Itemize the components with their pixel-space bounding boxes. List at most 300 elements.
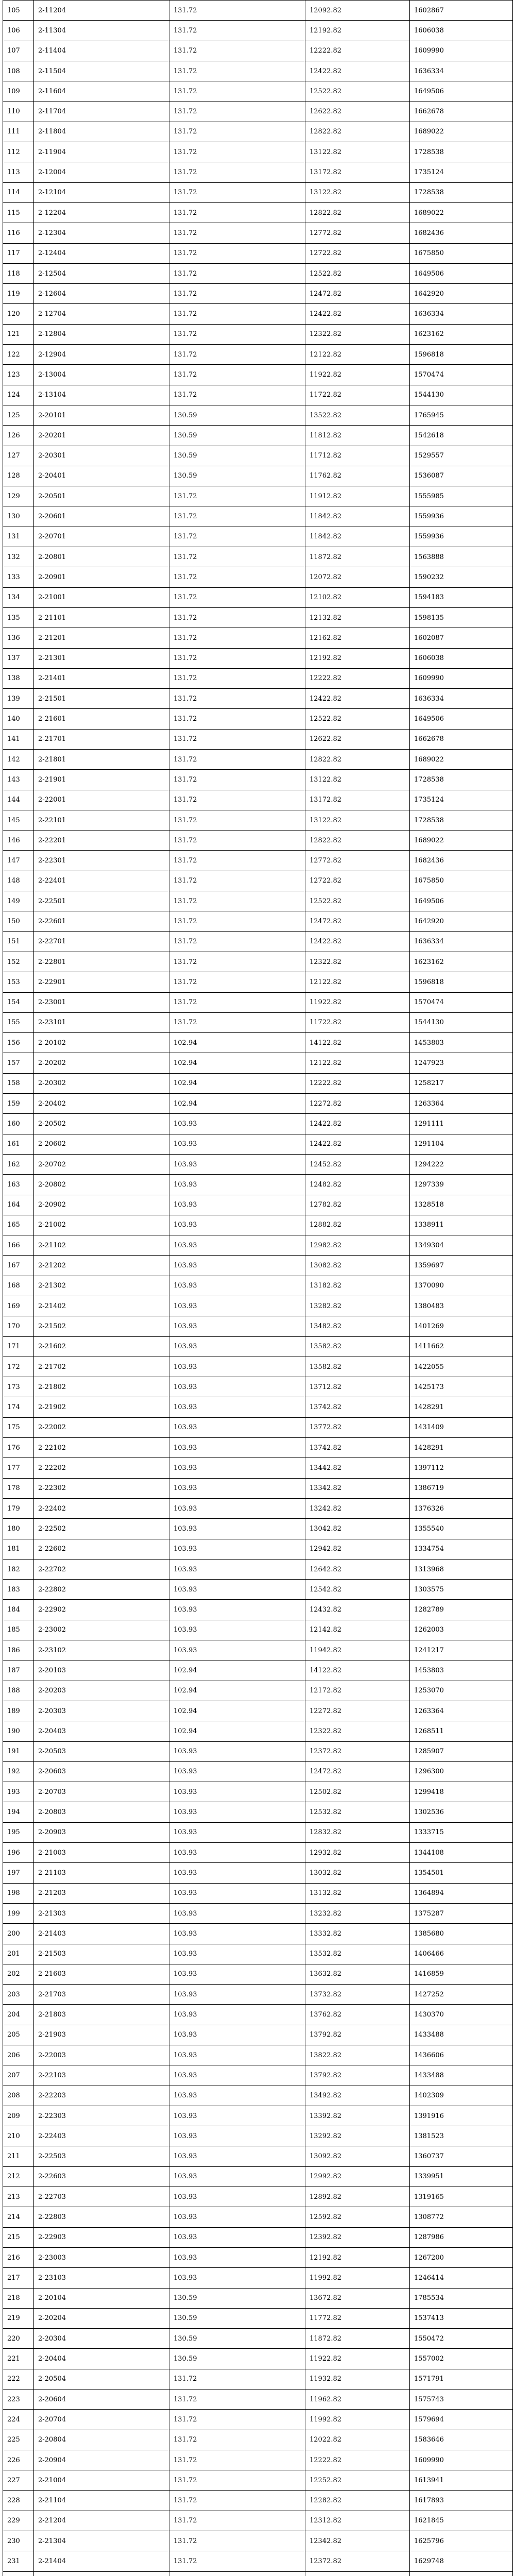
row-number-cell: 188 — [3, 1681, 34, 1701]
table-row — [3, 2551, 513, 2571]
unit-number-cell: 2-20704 — [34, 2410, 169, 2430]
table-row — [3, 2329, 513, 2349]
unit-number-cell: 2-22001 — [34, 790, 169, 810]
area-cell: 131.72 — [169, 2389, 305, 2410]
table-row — [3, 1, 513, 21]
row-number-cell: 229 — [3, 2511, 34, 2531]
unit-number-cell: 2-12704 — [34, 304, 169, 324]
unit-price-cell: 12132.82 — [305, 607, 410, 628]
table-row — [3, 466, 513, 486]
area-cell: 102.94 — [169, 1660, 305, 1681]
area-cell: 131.72 — [169, 243, 305, 263]
unit-price-cell: 13122.82 — [305, 810, 410, 830]
row-number-cell: 227 — [3, 2470, 34, 2490]
area-cell: 103.93 — [169, 1802, 305, 1822]
table-row — [3, 142, 513, 162]
unit-number-cell: 2-20401 — [34, 466, 169, 486]
unit-number-cell: 2-22802 — [34, 1580, 169, 1600]
row-number-cell: 189 — [3, 1701, 34, 1721]
unit-number-cell: 2-21702 — [34, 1357, 169, 1377]
area-cell: 131.72 — [169, 2470, 305, 2490]
unit-price-cell: 13092.82 — [305, 2146, 410, 2166]
unit-number-cell: 2-20103 — [34, 1660, 169, 1681]
table-row — [3, 2410, 513, 2430]
row-number-cell: 146 — [3, 831, 34, 851]
unit-price-cell: 12622.82 — [305, 101, 410, 122]
total-price-cell: 1297339 — [410, 1175, 513, 1195]
total-price-cell: 1570474 — [410, 992, 513, 1012]
area-cell: 102.94 — [169, 1701, 305, 1721]
table-row — [3, 2247, 513, 2267]
area-cell: 131.72 — [169, 81, 305, 101]
table-row — [3, 81, 513, 101]
unit-number-cell: 2-11604 — [34, 81, 169, 101]
unit-price-cell: 13582.82 — [305, 1357, 410, 1377]
table-row — [3, 1094, 513, 1114]
total-price-cell: 1596818 — [410, 972, 513, 992]
unit-price-cell: 11842.82 — [305, 527, 410, 547]
row-number-cell: 169 — [3, 1296, 34, 1316]
row-number-cell: 210 — [3, 2126, 34, 2146]
table-row — [3, 405, 513, 425]
area-cell: 131.72 — [169, 931, 305, 952]
row-number-cell: 176 — [3, 1438, 34, 1458]
area-cell: 131.72 — [169, 790, 305, 810]
area-cell: 131.72 — [169, 182, 305, 202]
total-price-cell: 1282789 — [410, 1600, 513, 1620]
row-number-cell: 107 — [3, 41, 34, 61]
area-cell: 131.72 — [169, 2430, 305, 2450]
unit-number-cell: 2-21903 — [34, 2025, 169, 2045]
area-cell: 103.93 — [169, 2268, 305, 2288]
total-price-cell: 1642920 — [410, 284, 513, 304]
table-row — [3, 2065, 513, 2086]
unit-number-cell: 2-21503 — [34, 1944, 169, 1964]
total-price-cell: 1609990 — [410, 41, 513, 61]
total-price-cell: 1370090 — [410, 1276, 513, 1296]
table-row — [3, 1681, 513, 1701]
total-price-cell: 1267200 — [410, 2247, 513, 2267]
row-number-cell: 167 — [3, 1256, 34, 1276]
table-body — [3, 1, 513, 2576]
table-row — [3, 284, 513, 304]
total-price-cell: 1333715 — [410, 1822, 513, 1842]
unit-number-cell: 2-22103 — [34, 2065, 169, 2086]
total-price-cell: 1542618 — [410, 426, 513, 446]
price-table — [3, 0, 513, 2576]
row-number-cell: 203 — [3, 1985, 34, 2005]
area-cell: 103.93 — [169, 1539, 305, 1559]
unit-number-cell: 2-20303 — [34, 1701, 169, 1721]
total-price-cell: 1649506 — [410, 891, 513, 911]
row-number-cell: 139 — [3, 689, 34, 709]
unit-price-cell: 12102.82 — [305, 587, 410, 607]
unit-price-cell: 11842.82 — [305, 506, 410, 527]
area-cell: 131.72 — [169, 749, 305, 769]
area-cell: 131.72 — [169, 1, 305, 21]
area-cell: 131.72 — [169, 2450, 305, 2470]
total-price-cell: 1689022 — [410, 122, 513, 142]
unit-number-cell: 2-12404 — [34, 243, 169, 263]
row-number-cell: 201 — [3, 1944, 34, 1964]
unit-price-cell: 13232.82 — [305, 1903, 410, 1923]
unit-price-cell: 11712.82 — [305, 446, 410, 466]
area-cell: 131.72 — [169, 972, 305, 992]
row-number-cell: 119 — [3, 284, 34, 304]
row-number-cell: 171 — [3, 1336, 34, 1357]
unit-price-cell: 12642.82 — [305, 1559, 410, 1579]
total-price-cell: 1258217 — [410, 1073, 513, 1093]
unit-number-cell: 2-21603 — [34, 1964, 169, 1984]
table-row — [3, 1033, 513, 1053]
row-number-cell: 216 — [3, 2247, 34, 2267]
unit-price-cell: 11872.82 — [305, 2329, 410, 2349]
unit-number-cell: 2-21201 — [34, 628, 169, 648]
table-row — [3, 770, 513, 790]
unit-number-cell: 2-21803 — [34, 2005, 169, 2025]
area-cell: 131.72 — [169, 911, 305, 931]
total-price-cell: 1602087 — [410, 628, 513, 648]
unit-price-cell: 12522.82 — [305, 263, 410, 283]
unit-number-cell: 2-20803 — [34, 1802, 169, 1822]
unit-price-cell: 13492.82 — [305, 2086, 410, 2106]
area-cell — [169, 2571, 305, 2576]
area-cell: 103.93 — [169, 2025, 305, 2045]
total-price-cell: 1360737 — [410, 2146, 513, 2166]
area-cell: 130.59 — [169, 466, 305, 486]
area-cell: 131.72 — [169, 263, 305, 283]
total-price-cell: 1308772 — [410, 2207, 513, 2227]
unit-number-cell: 2-21501 — [34, 689, 169, 709]
total-price-cell: 1428291 — [410, 1397, 513, 1417]
area-cell: 102.94 — [169, 1053, 305, 1073]
area-cell: 103.93 — [169, 1417, 305, 1437]
area-cell: 131.72 — [169, 21, 305, 41]
unit-price-cell: 11722.82 — [305, 385, 410, 405]
area-cell: 131.72 — [169, 527, 305, 547]
table-row — [3, 1154, 513, 1174]
unit-number-cell: 2-20201 — [34, 426, 169, 446]
area-cell: 130.59 — [169, 446, 305, 466]
table-row — [3, 1478, 513, 1498]
row-number-cell: 166 — [3, 1235, 34, 1256]
unit-price-cell: 12422.82 — [305, 689, 410, 709]
row-number-cell: 156 — [3, 1033, 34, 1053]
unit-price-cell: 11762.82 — [305, 466, 410, 486]
area-cell: 131.72 — [169, 2410, 305, 2430]
unit-price-cell: 12522.82 — [305, 709, 410, 729]
unit-price-cell: 12822.82 — [305, 202, 410, 223]
row-number-cell: 162 — [3, 1154, 34, 1174]
total-price-cell: 1401269 — [410, 1316, 513, 1336]
total-price-cell: 1649506 — [410, 81, 513, 101]
row-number-cell: 114 — [3, 182, 34, 202]
row-number-cell: 105 — [3, 1, 34, 21]
unit-number-cell: 2-20504 — [34, 2369, 169, 2389]
unit-price-cell: 12982.82 — [305, 1235, 410, 1256]
row-number-cell: 123 — [3, 365, 34, 385]
unit-number-cell: 2-20702 — [34, 1154, 169, 1174]
row-number-cell: 178 — [3, 1478, 34, 1498]
unit-price-cell: 11772.82 — [305, 2308, 410, 2328]
total-price-cell: 1579694 — [410, 2410, 513, 2430]
total-price-cell: 1662678 — [410, 101, 513, 122]
unit-price-cell: 12222.82 — [305, 668, 410, 688]
unit-price-cell: 11922.82 — [305, 2349, 410, 2369]
unit-price-cell: 13172.82 — [305, 162, 410, 182]
area-cell: 103.93 — [169, 1519, 305, 1539]
table-row — [3, 2531, 513, 2551]
total-price-cell: 1287986 — [410, 2227, 513, 2247]
table-row — [3, 1883, 513, 1903]
unit-price-cell: 11962.82 — [305, 2389, 410, 2410]
table-row — [3, 1761, 513, 1782]
unit-price-cell: 13172.82 — [305, 790, 410, 810]
row-number-cell: 109 — [3, 81, 34, 101]
unit-number-cell: 2-22203 — [34, 2086, 169, 2106]
unit-price-cell: 12822.82 — [305, 831, 410, 851]
total-price-cell — [410, 2571, 513, 2576]
unit-price-cell: 13712.82 — [305, 1377, 410, 1397]
total-price-cell: 1296300 — [410, 1761, 513, 1782]
unit-price-cell: 12122.82 — [305, 1053, 410, 1073]
unit-number-cell: 2-21301 — [34, 648, 169, 668]
row-number-cell: 127 — [3, 446, 34, 466]
row-number-cell: 179 — [3, 1498, 34, 1518]
unit-number-cell: 2-22101 — [34, 810, 169, 830]
unit-number-cell: 2-20101 — [34, 405, 169, 425]
unit-number-cell: 2-21104 — [34, 2490, 169, 2511]
total-price-cell: 1302536 — [410, 1802, 513, 1822]
total-price-cell: 1334754 — [410, 1539, 513, 1559]
area-cell: 131.72 — [169, 709, 305, 729]
row-number-cell: 144 — [3, 790, 34, 810]
area-cell: 130.59 — [169, 405, 305, 425]
unit-number-cell: 2-12004 — [34, 162, 169, 182]
total-price-cell: 1636334 — [410, 689, 513, 709]
unit-number-cell: 2-21102 — [34, 1235, 169, 1256]
unit-price-cell: 12482.82 — [305, 1175, 410, 1195]
unit-price-cell: 12372.82 — [305, 2551, 410, 2571]
table-row — [3, 1195, 513, 1215]
unit-price-cell: 12942.82 — [305, 1539, 410, 1559]
area-cell: 103.93 — [169, 2227, 305, 2247]
total-price-cell: 1268511 — [410, 1721, 513, 1741]
table-row — [3, 1438, 513, 1458]
unit-price-cell: 13582.82 — [305, 1336, 410, 1357]
unit-price-cell: 13792.82 — [305, 2065, 410, 2086]
row-number-cell: 128 — [3, 466, 34, 486]
row-number-cell: 134 — [3, 587, 34, 607]
table-row — [3, 1215, 513, 1235]
unit-number-cell: 2-20403 — [34, 1721, 169, 1741]
row-number-cell: 164 — [3, 1195, 34, 1215]
table-row — [3, 1053, 513, 1073]
table-row — [3, 2187, 513, 2207]
total-price-cell: 1433488 — [410, 2065, 513, 2086]
unit-number-cell: 2-13104 — [34, 385, 169, 405]
unit-number-cell: 2-20304 — [34, 2329, 169, 2349]
unit-number-cell: 2-21202 — [34, 1256, 169, 1276]
unit-price-cell: 13292.82 — [305, 2126, 410, 2146]
unit-number-cell: 2-22803 — [34, 2207, 169, 2227]
area-cell: 130.59 — [169, 2349, 305, 2369]
total-price-cell: 1636334 — [410, 931, 513, 952]
unit-price-cell: 12432.82 — [305, 1600, 410, 1620]
total-price-cell: 1344108 — [410, 1843, 513, 1863]
total-price-cell: 1425173 — [410, 1377, 513, 1397]
unit-number-cell: 2-21901 — [34, 770, 169, 790]
unit-number-cell: 2-23002 — [34, 1620, 169, 1640]
area-cell: 103.93 — [169, 2166, 305, 2187]
table-row — [3, 1458, 513, 1478]
total-price-cell: 1590232 — [410, 567, 513, 587]
row-number-cell: 163 — [3, 1175, 34, 1195]
unit-price-cell: 13392.82 — [305, 2106, 410, 2126]
total-price-cell: 1649506 — [410, 263, 513, 283]
area-cell: 103.93 — [169, 1498, 305, 1518]
table-row — [3, 1985, 513, 2005]
row-number-cell: 133 — [3, 567, 34, 587]
unit-number-cell: 2-22102 — [34, 1438, 169, 1458]
row-number-cell: 211 — [3, 2146, 34, 2166]
unit-number-cell: 2-21103 — [34, 1863, 169, 1883]
row-number-cell: 220 — [3, 2329, 34, 2349]
area-cell: 103.93 — [169, 1883, 305, 1903]
row-number-cell: 124 — [3, 385, 34, 405]
unit-number-cell: 2-20904 — [34, 2450, 169, 2470]
total-price-cell: 1319165 — [410, 2187, 513, 2207]
row-number-cell: 112 — [3, 142, 34, 162]
unit-price-cell: 12322.82 — [305, 1721, 410, 1741]
row-number-cell: 219 — [3, 2308, 34, 2328]
area-cell: 130.59 — [169, 2329, 305, 2349]
total-price-cell: 1606038 — [410, 21, 513, 41]
table-row — [3, 426, 513, 446]
unit-price-cell: 13532.82 — [305, 1944, 410, 1964]
unit-number-cell: 2-20801 — [34, 547, 169, 567]
total-price-cell: 1430370 — [410, 2005, 513, 2025]
table-row — [3, 2430, 513, 2450]
total-price-cell: 1689022 — [410, 749, 513, 769]
area-cell: 103.93 — [169, 1256, 305, 1276]
unit-number-cell: 2-22501 — [34, 891, 169, 911]
unit-price-cell: 12422.82 — [305, 931, 410, 952]
total-price-cell: 1735124 — [410, 162, 513, 182]
unit-price-cell: 12322.82 — [305, 952, 410, 972]
unit-number-cell: 2-11904 — [34, 142, 169, 162]
unit-price-cell: 13082.82 — [305, 1256, 410, 1276]
row-number-cell: 131 — [3, 527, 34, 547]
unit-price-cell: 13772.82 — [305, 1417, 410, 1437]
total-price-cell: 1623162 — [410, 324, 513, 344]
unit-price-cell: 12772.82 — [305, 851, 410, 871]
table-row — [3, 668, 513, 688]
table-row — [3, 2166, 513, 2187]
total-price-cell: 1559936 — [410, 506, 513, 527]
total-price-cell: 1735124 — [410, 790, 513, 810]
area-cell: 131.72 — [169, 385, 305, 405]
unit-price-cell: 12472.82 — [305, 911, 410, 931]
total-price-cell: 1728538 — [410, 182, 513, 202]
unit-number-cell: 2-22602 — [34, 1539, 169, 1559]
unit-price-cell: 12472.82 — [305, 1761, 410, 1782]
total-price-cell: 1785534 — [410, 2288, 513, 2308]
row-number-cell: 125 — [3, 405, 34, 425]
total-price-cell: 1428291 — [410, 1438, 513, 1458]
unit-number-cell: 2-22301 — [34, 851, 169, 871]
unit-price-cell: 13522.82 — [305, 405, 410, 425]
table-row — [3, 345, 513, 365]
row-number-cell: 186 — [3, 1640, 34, 1660]
area-cell: 103.93 — [169, 1438, 305, 1458]
unit-price-cell: 12932.82 — [305, 1843, 410, 1863]
total-price-cell: 1397112 — [410, 1458, 513, 1478]
row-number-cell: 231 — [3, 2551, 34, 2571]
total-price-cell: 1583646 — [410, 2430, 513, 2450]
total-price-cell: 1728538 — [410, 770, 513, 790]
area-cell: 103.93 — [169, 1357, 305, 1377]
table-row — [3, 263, 513, 283]
table-row — [3, 2268, 513, 2288]
unit-price-cell: 12222.82 — [305, 2450, 410, 2470]
area-cell: 103.93 — [169, 1761, 305, 1782]
row-number-cell: 142 — [3, 749, 34, 769]
row-number-cell: 192 — [3, 1761, 34, 1782]
row-number-cell: 118 — [3, 263, 34, 283]
table-row — [3, 1741, 513, 1761]
total-price-cell: 1636334 — [410, 61, 513, 81]
table-row — [3, 1256, 513, 1276]
area-cell: 103.93 — [169, 2005, 305, 2025]
unit-number-cell: 2-20604 — [34, 2389, 169, 2410]
total-price-cell: 1402309 — [410, 2086, 513, 2106]
area-cell: 103.93 — [169, 1903, 305, 1923]
unit-price-cell: 12422.82 — [305, 61, 410, 81]
total-price-cell: 1555985 — [410, 486, 513, 506]
unit-number-cell: 2-22701 — [34, 931, 169, 952]
unit-number-cell: 2-20104 — [34, 2288, 169, 2308]
row-number-cell: 137 — [3, 648, 34, 668]
unit-price-cell: 13122.82 — [305, 142, 410, 162]
row-number-cell: 202 — [3, 1964, 34, 1984]
unit-number-cell: 2-21001 — [34, 587, 169, 607]
area-cell: 131.72 — [169, 952, 305, 972]
table-row — [3, 992, 513, 1012]
row-number-cell: 160 — [3, 1114, 34, 1134]
row-number-cell: 185 — [3, 1620, 34, 1640]
row-number-cell: 148 — [3, 871, 34, 891]
unit-price-cell: 12532.82 — [305, 1802, 410, 1822]
table-row — [3, 2571, 513, 2576]
unit-number-cell: 2-21101 — [34, 607, 169, 628]
total-price-cell: 1649506 — [410, 709, 513, 729]
area-cell: 103.93 — [169, 1559, 305, 1579]
total-price-cell: 1431409 — [410, 1417, 513, 1437]
unit-price-cell: 12172.82 — [305, 1681, 410, 1701]
area-cell: 103.93 — [169, 1843, 305, 1863]
total-price-cell: 1422055 — [410, 1357, 513, 1377]
total-price-cell: 1728538 — [410, 810, 513, 830]
table-row — [3, 2308, 513, 2328]
table-row — [3, 891, 513, 911]
unit-price-cell: 12282.82 — [305, 2490, 410, 2511]
area-cell: 102.94 — [169, 1681, 305, 1701]
unit-price-cell: 13632.82 — [305, 1964, 410, 1984]
total-price-cell: 1364894 — [410, 1883, 513, 1903]
table-row — [3, 1539, 513, 1559]
table-row — [3, 831, 513, 851]
